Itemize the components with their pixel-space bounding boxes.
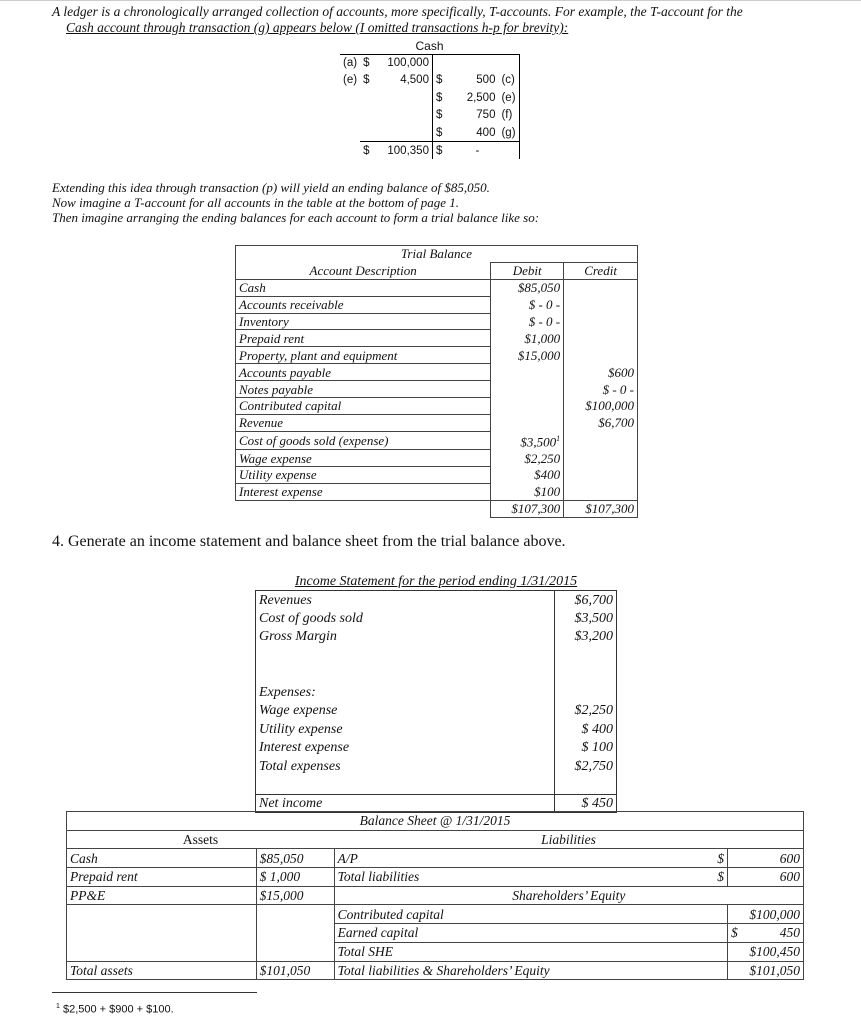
t-account-row	[340, 107, 519, 125]
is-label: Total expenses	[256, 757, 555, 776]
tb-debit	[491, 414, 564, 431]
is-value: $ 100	[555, 739, 617, 758]
trial-balance-row	[236, 450, 638, 467]
tb-description: Prepaid rent	[236, 330, 491, 347]
tb-credit	[564, 450, 638, 467]
bs-label: Total assets	[67, 961, 257, 980]
bs-label: Total SHE	[334, 942, 642, 961]
t-ref: (g)	[498, 124, 519, 142]
trial-balance-row	[236, 414, 638, 431]
is-value: $6,700	[555, 591, 617, 610]
bs-value: $ 1,000	[256, 868, 334, 887]
tb-debit	[491, 398, 564, 415]
tb-debit: $100	[491, 483, 564, 500]
t-total-credit: -	[456, 142, 498, 160]
t-amount: 750	[476, 109, 496, 122]
tb-description: Utility expense	[236, 467, 491, 484]
is-value: $3,500	[555, 609, 617, 628]
tb-description: Cost of goods sold (expense)	[236, 431, 491, 449]
bs-label: Total liabilities	[334, 868, 642, 887]
is-label: Interest expense	[256, 739, 555, 758]
bs-label: A/P	[334, 849, 642, 868]
tb-credit	[564, 279, 638, 296]
liabilities-header: Liabilities	[334, 830, 803, 849]
t-cur: $	[363, 57, 370, 69]
extending-paragraph	[52, 180, 832, 225]
t-cur: $	[435, 126, 443, 139]
trial-balance-row	[236, 364, 638, 381]
tb-credit: $600	[564, 364, 638, 381]
cash-t-account	[340, 38, 520, 159]
tb-debit	[491, 364, 564, 381]
tb-debit: $ - 0 -	[491, 313, 564, 330]
bs-value: $101,050	[728, 961, 804, 980]
t-cur: $	[435, 74, 443, 87]
tb-description: Contributed capital	[236, 398, 491, 415]
tb-description: Revenue	[236, 414, 491, 431]
t-account-total-row	[340, 142, 519, 160]
tb-credit	[564, 431, 638, 449]
t-account-row	[340, 89, 519, 107]
t-cur: $	[363, 74, 370, 87]
header-description: Account Description	[236, 262, 491, 279]
footnote-separator	[52, 992, 257, 993]
is-value: $2,250	[555, 702, 617, 721]
bs-label: Earned capital	[334, 924, 642, 943]
trial-balance-row	[236, 296, 638, 313]
extend-line-3: Then imagine arranging the ending balances for each account to form a trial balance like so:	[52, 210, 540, 225]
t-amount: 500	[476, 74, 496, 87]
is-label: Cost of goods sold	[256, 609, 555, 628]
t-amount: 4,500	[372, 72, 432, 90]
bs-value: 600	[728, 868, 804, 887]
extend-line-2: Now imagine a T-account for all accounts in the table at the bottom of page 1.	[52, 195, 460, 210]
t-cur: $	[360, 142, 372, 160]
tb-credit: $6,700	[564, 414, 638, 431]
is-label: Gross Margin	[256, 628, 555, 647]
header-credit: Credit	[564, 262, 638, 279]
bs-value: 600	[728, 849, 804, 868]
tb-debit	[491, 381, 564, 398]
tb-credit	[564, 313, 638, 330]
income-statement-title: Income Statement for the period ending 1/31/2015	[294, 573, 578, 589]
tb-credit: $ - 0 -	[564, 381, 638, 398]
tb-description: Interest expense	[236, 483, 491, 500]
assets-header: Assets	[67, 830, 335, 849]
total-credit: $107,300	[564, 500, 638, 517]
intro-line-1: A ledger is a chronologically arranged collection of accounts, more specifically, T-accounts. For example, the T-account for the	[52, 4, 743, 19]
tb-description: Wage expense	[236, 450, 491, 467]
tb-credit	[564, 483, 638, 500]
tb-description: Notes payable	[236, 381, 491, 398]
trial-balance-row	[236, 467, 638, 484]
tb-credit	[564, 296, 638, 313]
trial-balance-row	[236, 431, 638, 449]
is-label: Net income	[256, 794, 555, 813]
tb-credit: $100,000	[564, 398, 638, 415]
tb-description: Accounts payable	[236, 364, 491, 381]
trial-balance-header-row	[236, 262, 638, 279]
t-cur: $	[435, 109, 443, 122]
tb-debit: $85,050	[491, 279, 564, 296]
tb-debit: $3,500$^1$	[491, 431, 564, 449]
t-ref	[498, 54, 519, 72]
bs-value: $85,050	[256, 849, 334, 868]
extend-line-1: Extending this idea through transaction (p) will yield an ending balance of $85,050.	[52, 180, 490, 195]
is-value: $3,200	[555, 628, 617, 647]
t-account-row	[340, 72, 519, 90]
t-amount: 100,000	[372, 54, 432, 72]
t-amount	[456, 54, 498, 72]
t-cur: $	[435, 91, 443, 104]
intro-paragraph	[52, 4, 842, 36]
total-debit: $107,300	[491, 500, 564, 517]
t-cur	[432, 54, 456, 72]
trial-balance-row	[236, 313, 638, 330]
trial-balance-row	[236, 279, 638, 296]
intro-line-2: Cash account through transaction (g) appears below (I omitted transactions h-p for brevity):	[66, 20, 569, 35]
is-value: $ 400	[555, 720, 617, 739]
tb-debit: $1,000	[491, 330, 564, 347]
trial-balance-row	[236, 330, 638, 347]
question-4: 4. Generate an income statement and balance sheet from the trial balance above.	[52, 533, 566, 550]
page-top-edge	[0, 0, 861, 1]
t-cur: $	[432, 142, 456, 160]
bs-value: $100,450	[728, 942, 804, 961]
tb-credit	[564, 330, 638, 347]
t-amount: 2,500	[466, 91, 496, 104]
balance-sheet-title: Balance Sheet @ 1/31/2015	[67, 812, 804, 831]
tb-credit	[564, 467, 638, 484]
t-ref: (f)	[498, 107, 519, 125]
bs-label: PP&E	[67, 886, 257, 905]
she-header: Shareholders’ Equity	[334, 886, 803, 905]
tb-description: Cash	[236, 279, 491, 296]
t-amount: 400	[476, 126, 496, 139]
income-statement	[255, 572, 617, 813]
trial-balance-row	[236, 483, 638, 500]
t-account-title: Cash	[340, 38, 519, 54]
is-label: Expenses:	[256, 683, 555, 702]
trial-balance-row	[236, 398, 638, 415]
bs-value: $15,000	[256, 886, 334, 905]
trial-balance-total-row	[236, 500, 638, 517]
t-account-row	[340, 124, 519, 142]
is-label: Utility expense	[256, 720, 555, 739]
balance-sheet	[66, 811, 804, 980]
footnote: $^1$ $2,500 + $900 + $100.	[56, 1003, 174, 1016]
t-ref: (c)	[498, 72, 519, 90]
tb-description: Property, plant and equipment	[236, 347, 491, 364]
trial-balance-title: Trial Balance	[236, 246, 638, 263]
tb-debit: $400	[491, 467, 564, 484]
bs-label: Prepaid rent	[67, 868, 257, 887]
bs-label: Cash	[67, 849, 257, 868]
tb-credit	[564, 347, 638, 364]
footnote-mark: 1	[556, 434, 561, 444]
t-ref: (e)	[498, 89, 519, 107]
trial-balance-row	[236, 347, 638, 364]
bs-value: $101,050	[256, 961, 334, 980]
trial-balance-table	[235, 245, 638, 518]
is-value: $ 450	[555, 794, 617, 813]
tb-description: Accounts receivable	[236, 296, 491, 313]
tb-debit: $ - 0 -	[491, 296, 564, 313]
bs-label: Contributed capital	[334, 905, 642, 924]
t-ref: (a)	[343, 57, 358, 69]
tb-debit: $15,000	[491, 347, 564, 364]
t-ref: (e)	[343, 74, 358, 87]
trial-balance-row	[236, 381, 638, 398]
tb-debit: $2,250	[491, 450, 564, 467]
is-label: Wage expense	[256, 702, 555, 721]
bs-value: $ 450	[728, 924, 804, 943]
bs-cur: $	[642, 868, 728, 887]
header-debit: Debit	[491, 262, 564, 279]
bs-cur: $	[642, 849, 728, 868]
t-account-row	[340, 54, 519, 72]
is-value: $2,750	[555, 757, 617, 776]
is-label: Revenues	[256, 591, 555, 610]
bs-value: $100,000	[728, 905, 804, 924]
tb-description: Inventory	[236, 313, 491, 330]
t-total-debit: 100,350	[372, 142, 432, 160]
bs-label: Total liabilities & Shareholders’ Equity	[334, 961, 727, 980]
